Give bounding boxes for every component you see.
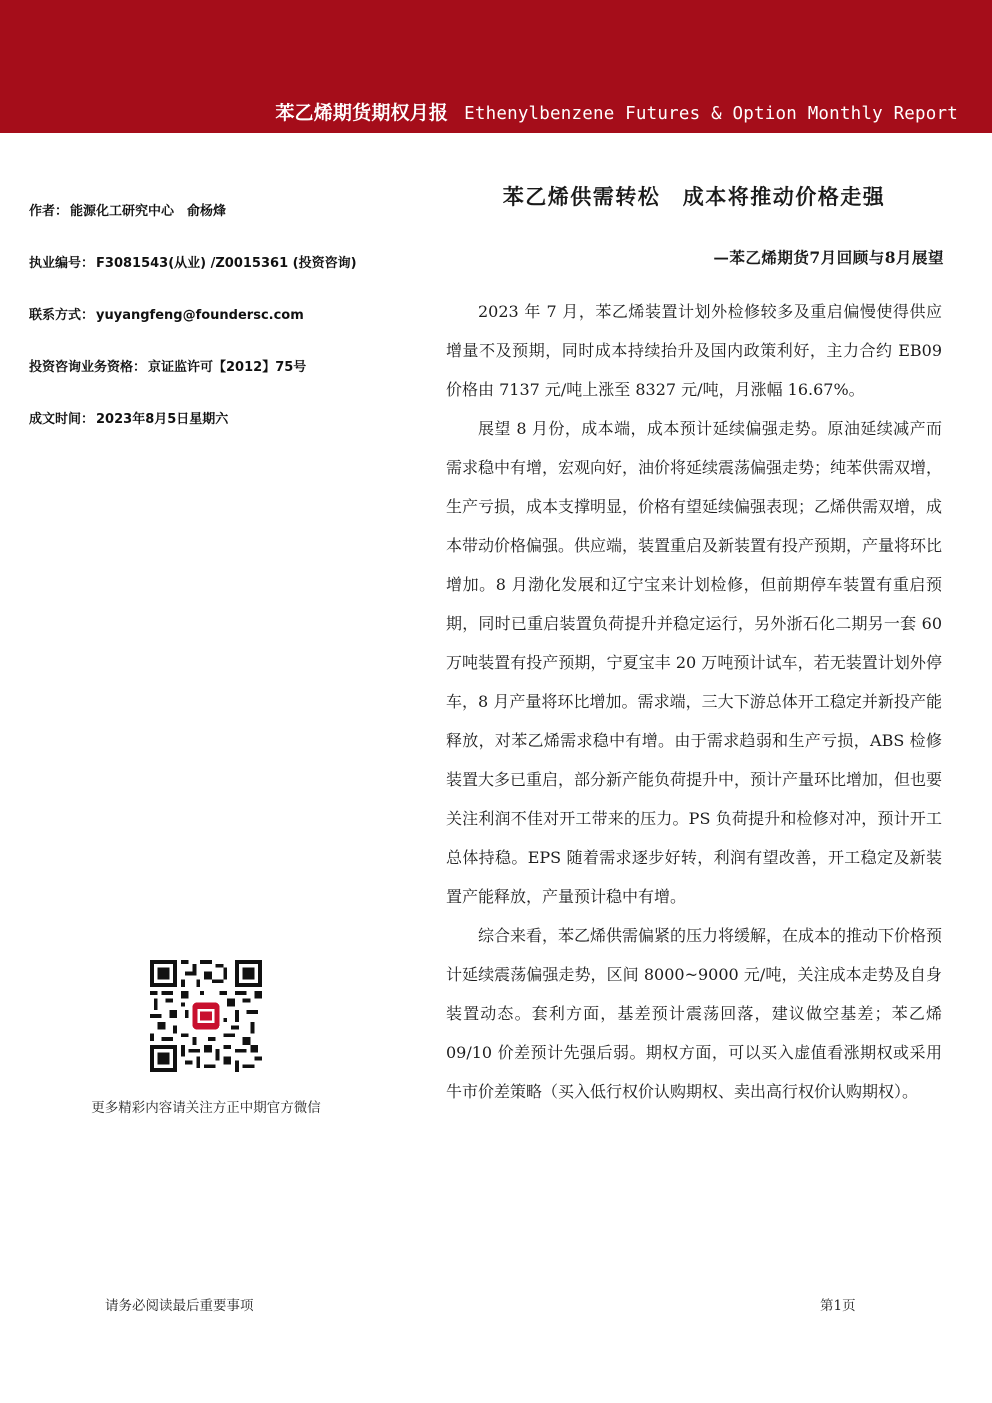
meta-label: 投资咨询业务资格：	[29, 360, 147, 375]
meta-label: 执业编号：	[29, 256, 95, 271]
article-headline: 苯乙烯供需转松 成本将推动价格走强	[502, 184, 886, 209]
meta-contact	[29, 304, 389, 356]
report-title-cn: 苯乙烯期货期权月报	[275, 102, 449, 124]
wechat-qr-block	[60, 960, 352, 1116]
report-title-en: Ethenylbenzene Futures & Option Monthly Report	[464, 104, 958, 124]
qr-code-icon	[150, 960, 262, 1072]
paragraph: 展望 8 月份，成本端，成本预计延续偏强走势。原油延续减产而需求稳中有增，宏观向好，油价将延续震荡偏强走势；纯苯供需双增，生产亏损，成本支撑明显，价格有望延续偏强表现；乙烯供需双增，成本带动价格偏强。供应端，装置重启及新装置有投产预期，产量将环比增加。8 月渤化发展和辽宁宝来计划检修，但前期停车装置有重启预期，同时已重启装置负荷提升并稳定运行，另外浙石化二期另一套 60 万吨装置有投产预期，宁夏宝丰 20 万吨预计试车，若无装置计划外停车，8 月产量将环比增加。需求端，三大下游总体开工稳定并新投产能释放，对苯乙烯需求稳中有增。由于需求趋弱和生产亏损，ABS 检修装置大多已重启，部分新产能负荷提升中，预计产量环比增加，但也要关注利润不佳对开工带来的压力。PS 负荷提升和检修对冲，预计开工总体持稳。EPS 随着需求逐步好转，利润有望改善，开工稳定及新装置产能释放，产量预计稳中有增。	[446, 419, 943, 906]
report-title	[275, 98, 958, 125]
meta-label: 联系方式：	[29, 308, 95, 323]
meta-value: 京证监许可【2012】75号	[148, 360, 307, 375]
meta-license	[29, 252, 389, 304]
meta-value: 2023年8月5日星期六	[96, 412, 229, 427]
footer-notice: 请务必阅读最后重要事项	[105, 1298, 254, 1314]
meta-author	[29, 200, 389, 252]
article-body	[446, 292, 942, 1111]
paragraph: 2023 年 7 月，苯乙烯装置计划外检修较多及重启偏慢使得供应增量不及预期，同时成本持续抬升及国内政策利好，主力合约 EB09 价格由 7137 元/吨上涨至 8327 元/吨，月涨幅 16.67%。	[446, 302, 942, 399]
page-number: 第1页	[820, 1298, 856, 1314]
paragraph: 综合来看，苯乙烯供需偏紧的压力将缓解，在成本的推动下价格预计延续震荡偏强走势，区间 8000~9000 元/吨，关注成本走势及自身装置动态。套利方面，基差预计震荡回落，建议做空基差；苯乙烯 09/10 价差预计先强后弱。期权方面，可以买入虚值看涨期权或采用牛市价差策略（买入低行权价认购期权、卖出高行权价认购期权）。	[446, 926, 943, 1101]
meta-value: F3081543(从业) /Z0015361 (投资咨询)	[96, 256, 357, 271]
meta-date	[29, 408, 389, 460]
meta-label: 成文时间：	[29, 412, 95, 427]
author-info	[29, 200, 389, 460]
meta-label: 作者：	[29, 204, 69, 219]
meta-email[interactable]: yuyangfeng@foundersc.com	[96, 308, 304, 323]
qr-caption: 更多精彩内容请关注方正中期官方微信	[91, 1100, 321, 1116]
header-banner	[0, 0, 992, 133]
article-subtitle: —苯乙烯期货7月回顾与8月展望	[713, 248, 944, 267]
meta-value: 能源化工研究中心 俞杨烽	[70, 204, 227, 219]
meta-qualification	[29, 356, 389, 408]
